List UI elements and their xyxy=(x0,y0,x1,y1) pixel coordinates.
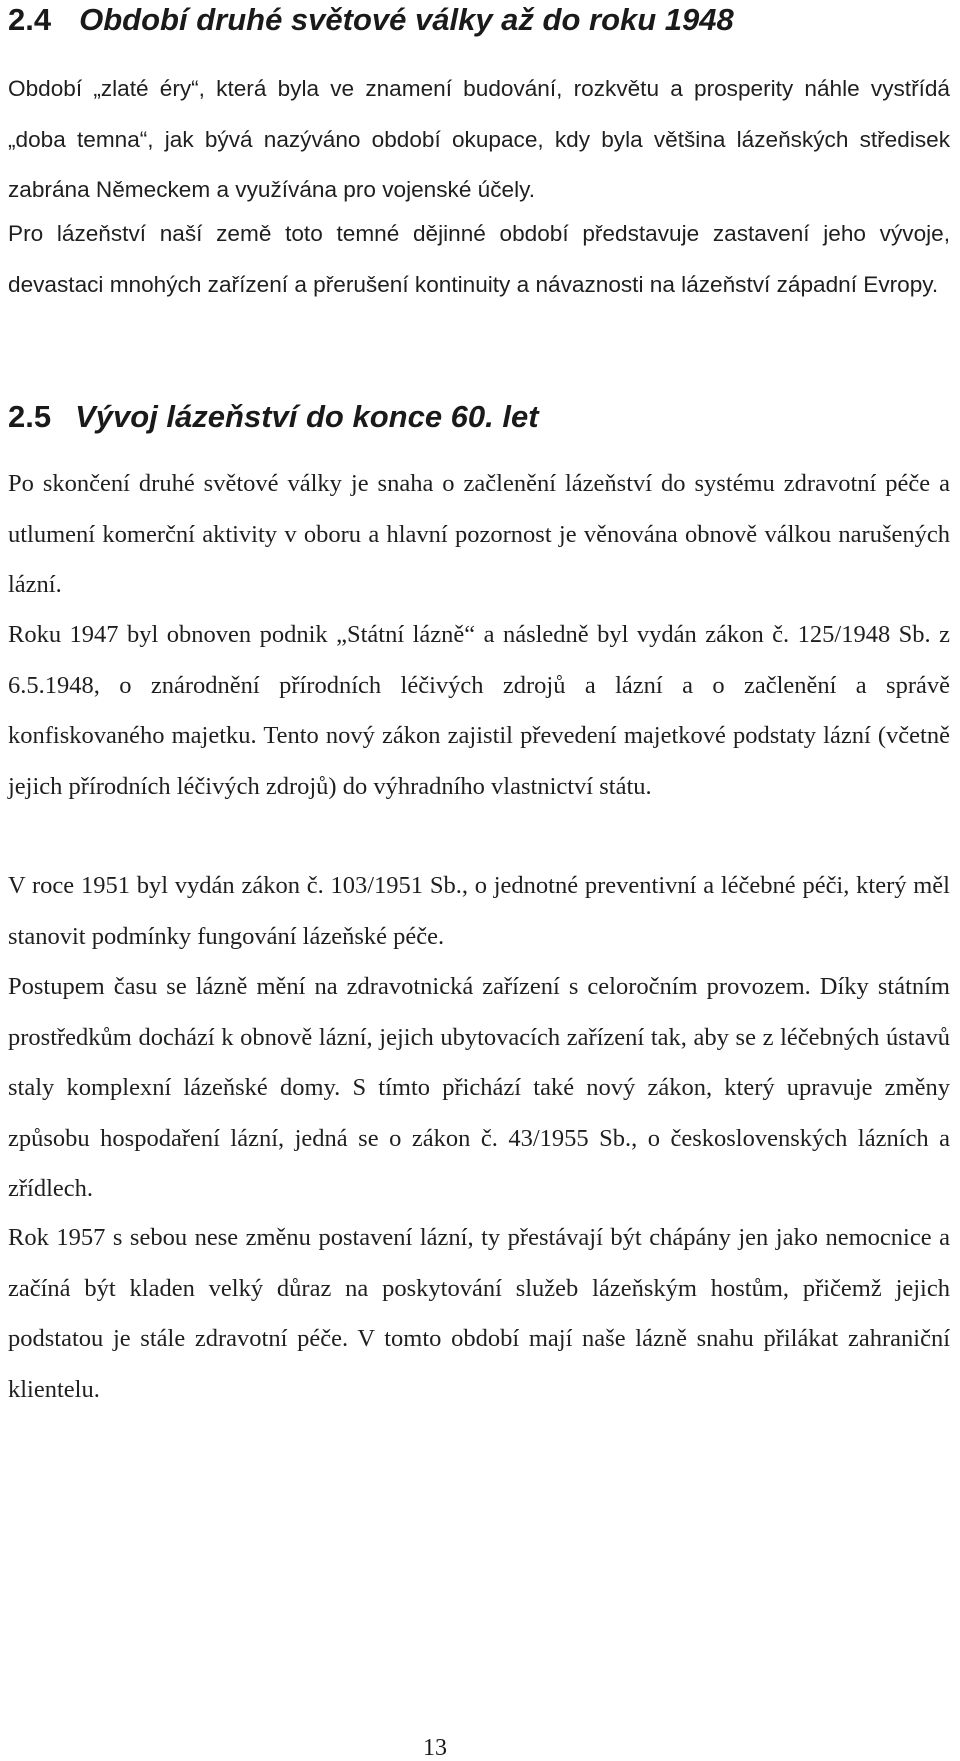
paragraph: V roce 1951 byl vydán zákon č. 103/1951 Sb., o jednotné preventivní a léčebné péči, který měl stanovit podmínky fungování lázeňské péče. xyxy=(8,872,950,950)
section-number: 2.5 xyxy=(8,399,52,434)
section-heading-2-4 xyxy=(8,2,734,38)
paragraph: Roku 1947 byl obnoven podnik „Státní lázně“ a následně byl vydán zákon č. 125/1948 Sb. z 6.5.1948, o znárodnění přírodních léčivých zdrojů a lázní a o začlenění a správě konfiskovaného majetku. Tento nový zákon zajistil převedení majetkové podstaty lázní (včetně jejich přírodních léčivých zdrojů) do výhradního vlastnictví státu. xyxy=(8,621,950,800)
paragraph: Období „zlaté éry“, která byla ve znamení budování, rozkvětu a prosperity náhle vystřídá „doba temna“, jak bývá nazýváno období okupace, kdy byla většina lázeňských středisek zabrána Německem a využívána pro vojenské účely. xyxy=(8,76,950,202)
section-number: 2.4 xyxy=(8,2,52,37)
section-title: Období druhé světové války až do roku 1948 xyxy=(79,2,734,37)
paragraph: Rok 1957 s sebou nese změnu postavení lázní, ty přestávají být chápány jen jako nemocnice a začíná být kladen velký důraz na poskytování služeb lázeňským hostům, přičemž jejich podstatou je stále zdravotní péče. V tomto období mají naše lázně snahu přilákat zahraniční klientelu. xyxy=(8,1224,950,1403)
paragraph: Pro lázeňství naší země toto temné dějinné období představuje zastavení jeho vývoje, devastaci mnohých zařízení a přerušení kontinuity a návaznosti na lázeňství západní Evropy. xyxy=(8,221,950,297)
page-number: 13 xyxy=(423,1735,447,1761)
section-title: Vývoj lázeňství do konce 60. let xyxy=(75,399,539,434)
paragraph: Po skončení druhé světové války je snaha o začlenění lázeňství do systému zdravotní péče a utlumení komerční aktivity v oboru a hlavní pozornost je věnována obnově válkou narušených lázní. xyxy=(8,470,950,598)
paragraph: Postupem času se lázně mění na zdravotnická zařízení s celoročním provozem. Díky státním prostředkům dochází k obnově lázní, jejich ubytovacích zařízení tak, aby se z léčebných ústavů staly komplexní lázeňské domy. S tímto přichází také nový zákon, který upravuje změny způsobu hospodaření lázní, jedná se o zákon č. 43/1955 Sb., o československých lázních a zřídlech. xyxy=(8,973,950,1202)
section-heading-2-5 xyxy=(8,399,539,435)
